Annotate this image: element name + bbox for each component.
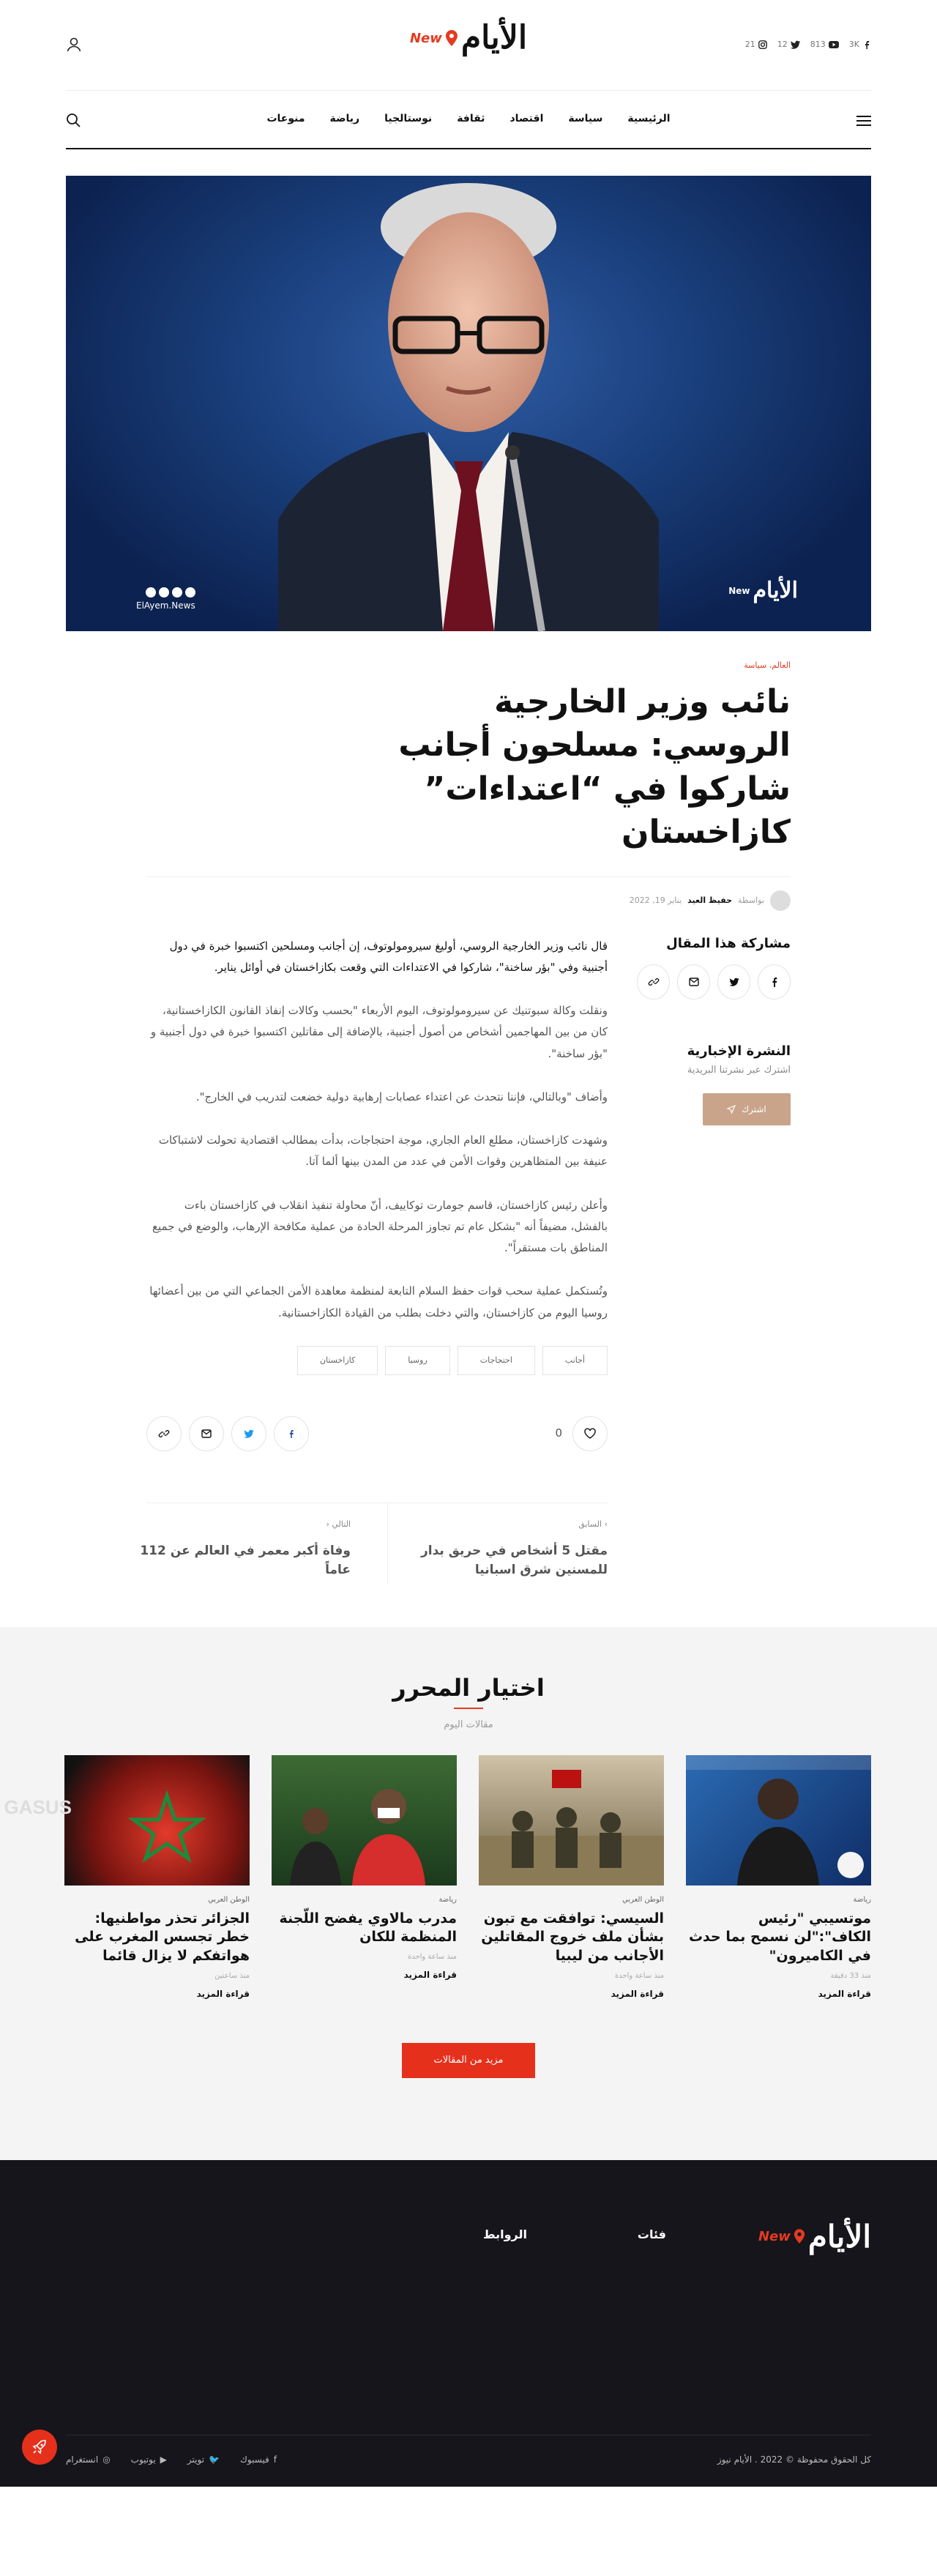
chevron-right-icon: › [604, 1519, 608, 1529]
card-title[interactable]: السيسي: توافقت مع تبون بشأن ملف خروج المقاتلين الأجانب من ليبيا [481, 1910, 664, 1965]
footer-categories-heading: فئات [637, 2227, 666, 2241]
card-photo-illustration [4, 1755, 250, 1886]
card-title[interactable]: موتسيبي "رئيس الكاف":"لن نسمح بما حدث في الكاميرون" [688, 1910, 871, 1965]
instagram-icon: ◎ [102, 2454, 111, 2465]
like-button[interactable] [572, 1416, 608, 1451]
search-button[interactable] [66, 113, 81, 127]
share-email-button[interactable] [189, 1416, 224, 1451]
footer-twitter-link[interactable]: 🐦 تويتر [187, 2454, 220, 2465]
chevron-left-icon: ‹ [326, 1519, 329, 1529]
next-article-link[interactable]: التالي ‹ وفاة أكبر معمر في العالم عن 112 عاماً [131, 1503, 387, 1583]
read-more-link[interactable]: قراءة المزيد [818, 1988, 871, 1999]
article-card[interactable] [479, 1755, 664, 1999]
section-title: اختيار المحرر [392, 1673, 545, 1702]
share-buttons [637, 964, 791, 999]
youtube-count: 813 [810, 40, 826, 49]
read-more-link[interactable]: قراءة المزيد [196, 1988, 250, 1999]
article-paragraph: وأضاف "وبالتالي، فإننا نتحدث عن اعتداء عصابات إرهابية دولية خضعت لتدريب في الخارج". [195, 1090, 608, 1103]
card-image[interactable] [4, 1755, 250, 1886]
share-buttons-bottom [146, 1416, 309, 1451]
card-category[interactable]: رياضة [438, 1895, 457, 1904]
card-time: منذ ساعتين [214, 1971, 250, 1980]
next-article-title: وفاة أكبر معمر في العالم عن 112 عاماً [140, 1544, 351, 1577]
nav-item-politics[interactable]: سياسة [568, 113, 603, 124]
facebook-link[interactable] [849, 40, 871, 49]
hero-brand-text: ElAyem.News [136, 600, 195, 611]
footer-links-heading: الروابط [482, 2227, 527, 2241]
newsletter-title: النشرة الإخبارية [687, 1043, 791, 1059]
prev-next-nav [140, 1503, 608, 1583]
article-card[interactable] [4, 1755, 250, 1999]
article-card[interactable] [686, 1755, 871, 1999]
author-prefix: بواسطة [738, 896, 764, 906]
hero-watermark-logo: الأيام New [728, 578, 798, 603]
twitter-link[interactable] [777, 40, 800, 49]
article-date: يناير 19, 2022 [629, 896, 682, 906]
editors-choice-section [0, 1627, 937, 2160]
site-logo[interactable] [409, 19, 528, 56]
card-photo-illustration [479, 1755, 664, 1886]
facebook-icon: f [273, 2454, 277, 2465]
author-name[interactable]: حفيظ العيد [687, 896, 733, 906]
article-sidebar [637, 936, 791, 1583]
nav-item-economy[interactable]: اقتصاد [509, 113, 544, 124]
article-paragraph: ونقلت وكالة سبوتنيك عن سيرومولوتوف، اليوم الأربعاء "بحسب وكالات إنفاذ القانون الكازاخستانية، كان من بين المهاجمين أشخاص من أصول أجنبية، بالإضافة إلى مقاتلين اكتسبوا خبرة في دول أجنبية و "بؤر ساخنة". [150, 1004, 608, 1060]
search-icon [66, 113, 81, 127]
article [140, 660, 791, 1583]
like-share-bar [146, 1416, 608, 1451]
menu-button[interactable] [856, 116, 871, 126]
card-time: منذ ساعة واحدة [407, 1953, 457, 1962]
hero-image [66, 176, 871, 631]
facebook-icon [862, 40, 871, 49]
logo-english: New [409, 30, 442, 46]
card-image[interactable] [479, 1755, 664, 1886]
footer-facebook-link[interactable]: f فيسبوك [239, 2454, 277, 2465]
article-title: نائب وزير الخارجية الروسي: مسلحون أجانب شاركوا في “اعتداءات” كازاخستان [398, 683, 791, 852]
facebook-count: 3K [848, 40, 859, 49]
facebook-icon [770, 977, 779, 987]
youtube-icon: ▶ [160, 2454, 167, 2465]
read-more-link[interactable]: قراءة المزيد [403, 1970, 457, 1981]
article-categories[interactable]: العالم، سياسة [744, 660, 791, 670]
instagram-icon [758, 40, 767, 49]
logo-arabic: الأيام [460, 19, 528, 56]
share-twitter-button[interactable] [231, 1416, 266, 1451]
card-image[interactable] [272, 1755, 457, 1886]
newsletter-box [637, 1043, 791, 1125]
footer-social-links [66, 2454, 277, 2465]
twitter-icon [791, 40, 800, 49]
tag-item[interactable]: احتجاجات [458, 1346, 535, 1375]
footer-logo[interactable]: الأيام New [758, 2218, 871, 2255]
article-paragraph: وشهدت كازاخستان، مطلع العام الجاري، موجة احتجاجات، بدأت بمطالب اقتصادية تحولت لاشتباكات عنيفة بين المتظاهرين وقوات الأمن في عدد من المدن بينها ألما آتا. [158, 1133, 608, 1169]
email-icon [689, 978, 699, 986]
instagram-count: 21 [744, 40, 755, 49]
card-photo-illustration [686, 1755, 871, 1886]
account-button[interactable] [66, 37, 82, 53]
card-image[interactable] [686, 1755, 871, 1886]
copyright: كل الحقوق محفوظة © 2022 . الأيام نيوز [717, 2454, 871, 2465]
card-category[interactable]: الوطن العربي [207, 1895, 250, 1904]
link-icon [159, 1429, 169, 1439]
link-icon [649, 977, 659, 987]
twitter-icon: 🐦 [209, 2454, 220, 2465]
main-nav [66, 91, 871, 149]
article-cards [4, 1755, 871, 1999]
section-subtitle: مقالات اليوم [66, 1708, 871, 1730]
article-body [140, 936, 608, 1583]
top-header [66, 0, 871, 91]
article-paragraph: قال نائب وزير الخارجية الروسي، أوليغ سيرومولوتوف، إن أجانب ومسلحين اكتسبوا خبرة في دول أجنبية وفي "بؤر ساخنة"، شاركوا في الاعتداءات التي وقعت بكازاخستان في أوائل يناير. [169, 939, 608, 974]
logo-mark-icon [445, 29, 458, 47]
previous-article-title: مقتل 5 أشخاص في حريق بدار للمسنين شرق اسبانيا [420, 1544, 608, 1577]
email-icon [201, 1429, 212, 1438]
share-facebook-button[interactable] [274, 1416, 309, 1451]
heart-icon [584, 1429, 596, 1439]
card-photo-illustration [272, 1755, 457, 1886]
twitter-count: 12 [777, 40, 788, 49]
article-paragraph: وأعلن رئيس كازاخستان، قاسم جومارت توكاييف، أنّ محاولة تنفيذ انقلاب في كازاخستان باءت بالفشل، مضيفاً أنه "بشكل عام تم تجاوز المرحلة الحادة من عملية مكافحة الإرهاب، والوضع في جميع المناطق بات مستقراً". [152, 1198, 608, 1255]
nav-item-culture[interactable]: ثقافة [457, 113, 485, 124]
subscribe-button[interactable]: اشترك [703, 1093, 791, 1125]
nav-menu [266, 113, 670, 124]
share-email-button[interactable] [677, 964, 710, 999]
share-twitter-button[interactable] [717, 964, 750, 999]
like-count: 0 [555, 1426, 562, 1440]
footer-bottom-bar [66, 2435, 871, 2465]
twitter-icon [729, 978, 739, 986]
tag-item[interactable]: أجانب [542, 1346, 608, 1375]
facebook-icon [288, 1429, 295, 1439]
rocket-icon [31, 2439, 48, 2455]
youtube-link[interactable] [810, 40, 839, 49]
twitter-icon [244, 1429, 254, 1438]
like-control [555, 1416, 608, 1451]
previous-article-link[interactable]: › السابق مقتل 5 أشخاص في حريق بدار للمسنين شرق اسبانيا [387, 1503, 608, 1583]
tag-item[interactable]: كازاخستان [297, 1346, 378, 1375]
article-meta [146, 876, 791, 911]
logo-mark-icon [794, 2228, 805, 2244]
article-paragraph: وتُستكمل عملية سحب قوات حفظ السلام التابعة لمنظمة معاهدة الأمن الجماعي التي من بين أعضائها روسيا اليوم من كازاخستان، والتي دخلت بطلب من القيادة الكازاخستانية. [149, 1284, 608, 1319]
nav-item-home[interactable]: الرئيسية [627, 113, 671, 124]
hero-brand-badge [136, 587, 195, 611]
copy-link-button[interactable] [637, 964, 670, 999]
article-card[interactable] [272, 1755, 457, 1999]
nav-item-sports[interactable]: رياضة [329, 113, 360, 124]
read-more-link[interactable]: قراءة المزيد [611, 1988, 664, 1999]
tag-item[interactable]: روسيا [385, 1346, 450, 1375]
hero-person-illustration [278, 176, 659, 631]
scroll-top-button[interactable] [22, 2430, 57, 2465]
author-avatar[interactable] [770, 890, 791, 911]
nav-item-nostalgia[interactable]: نوستالجيا [384, 113, 433, 124]
card-category[interactable]: رياضة [853, 1895, 871, 1904]
youtube-icon [829, 40, 839, 49]
nav-item-misc[interactable]: منوعات [266, 113, 305, 124]
card-time: منذ 33 دقيقة [830, 1971, 871, 1980]
hero-social-icons [136, 587, 195, 598]
share-title: مشاركة هذا المقال [666, 935, 791, 951]
card-category[interactable]: الوطن العربي [621, 1895, 664, 1904]
footer-youtube-link[interactable]: ▶ يوتيوب [130, 2454, 167, 2465]
hamburger-icon [856, 116, 871, 126]
newsletter-desc: اشترك عبر نشرتنا البريدية [687, 1064, 791, 1076]
share-facebook-button[interactable] [758, 964, 791, 999]
header-social-counters [745, 40, 871, 49]
user-icon [66, 37, 82, 53]
send-icon [727, 1105, 736, 1114]
card-title[interactable]: الجزائر تحذر مواطنيها: خطر تجسس المغرب على هواتفكم لا يزال قائما [75, 1910, 250, 1965]
instagram-link[interactable] [745, 40, 767, 49]
copy-link-button[interactable] [146, 1416, 182, 1451]
card-title[interactable]: مدرب مالاوي يفضح اللّجنة المنظمة للكان [279, 1910, 457, 1946]
site-footer [0, 2160, 937, 2487]
article-tags [146, 1346, 608, 1375]
svg-text:GASUS: GASUS [4, 1795, 72, 1818]
card-time: منذ ساعة واحدة [614, 1971, 664, 1980]
more-articles-button[interactable]: مزيد من المقالات [402, 2043, 535, 2078]
footer-instagram-link[interactable]: ◎ انستغرام [66, 2454, 111, 2465]
